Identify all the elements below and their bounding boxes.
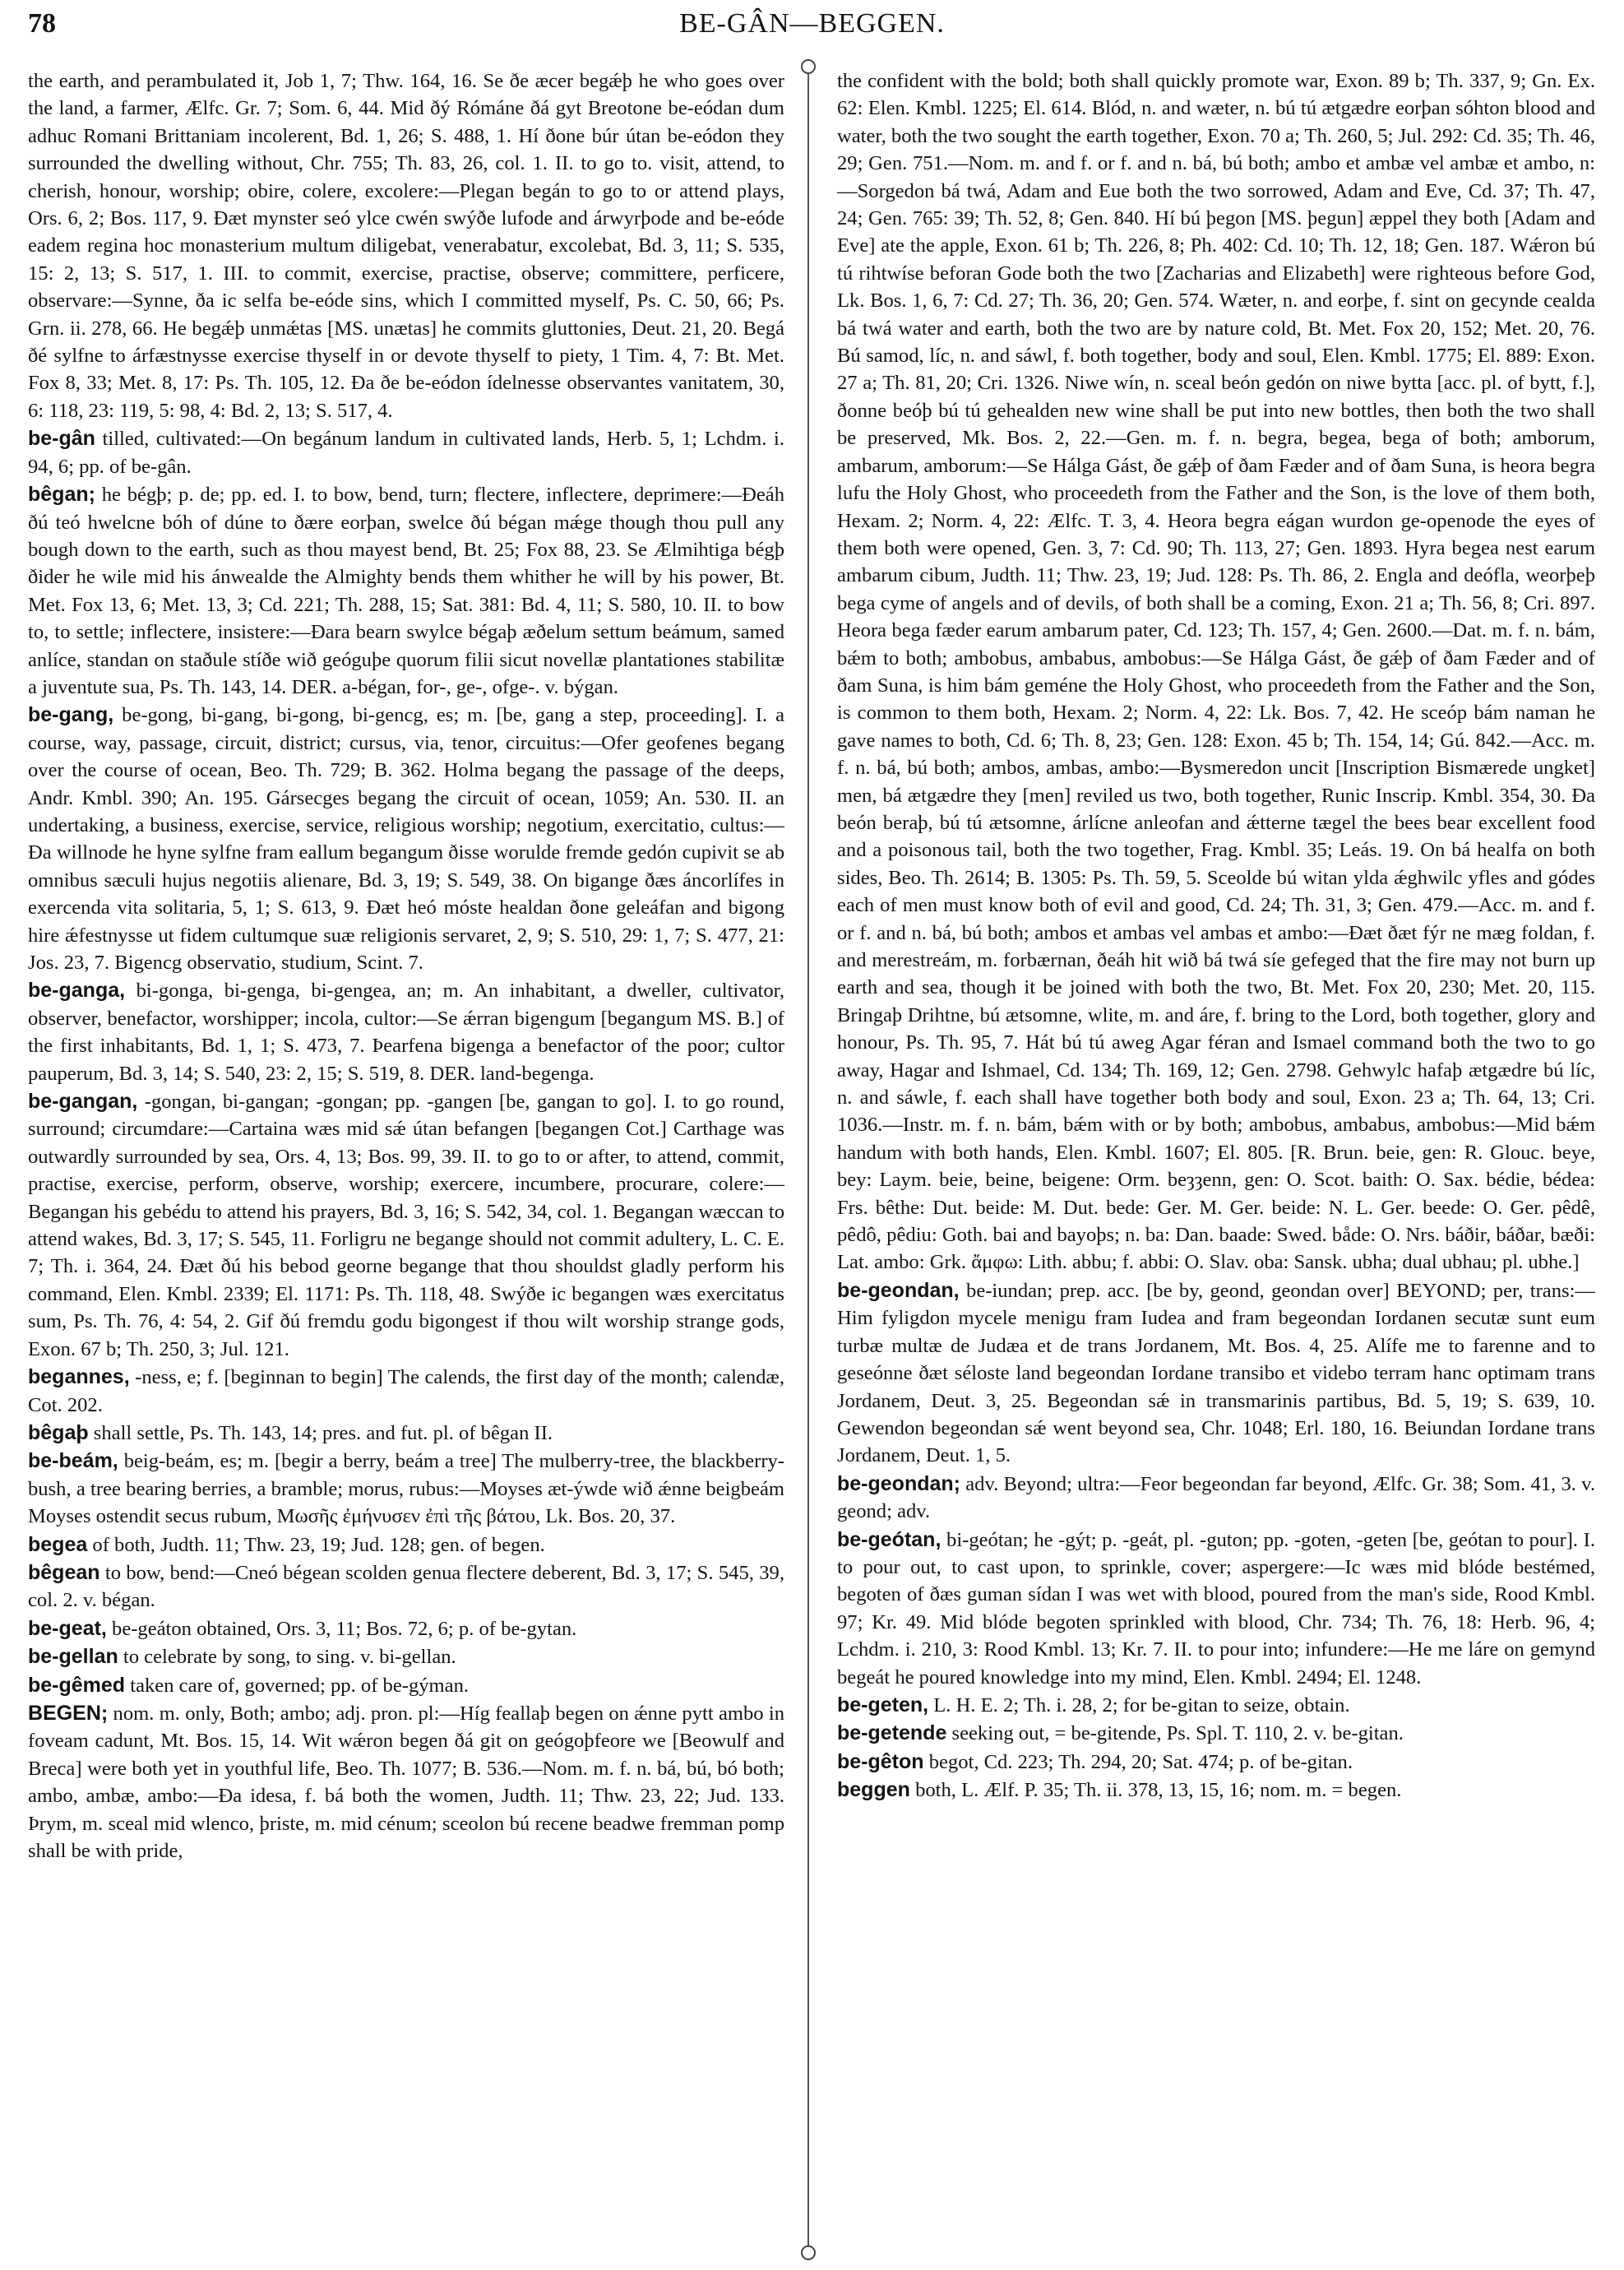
- dictionary-entry: [28, 977, 784, 1087]
- entry-text: taken care of, governed; pp. of be-gýman.: [130, 1674, 470, 1697]
- entry-text: -gongan, bi-gangan; -gongan; pp. -gangen [be, gangan to go]. I. to go round, surround; circumdare:—Cartaina wæs mid sǽ útan befangen [begangen Cot.] Carthage was outwardly surrounded by sea, Ors. 4, 13; Bos. 99, 39. II. to go to or after, to attend, commit, practise, exercise, perform, observe, worship; exercere, incumbere, procurare, colere:—Begangan his gebédu to attend his prayers, Bd. 3, 16; S. 542, 34, col. 1. Begangan wæccan to attend wakes, Bd. 3, 17; S. 545, 11. Forligru ne begange should not commit adultery, L. C. E. 7; Th. i. 364, 24. Ðæt ðú his bebod georne begange that thou shouldst gladly perform his command, Elen. Kmbl. 2339; El. 1171: Ps. Th. 118, 48. Swýðe ic begangen wæs exercitatus sum, Ps. Th. 76, 4: 54, 2. Gif ðú fremdu godu bigongest if thou wilt worship strange gods, Exon. 67 b; Th. 250, 3; Jul. 121.: [28, 1091, 784, 1360]
- entry-headword: be-geondan,: [837, 1278, 960, 1302]
- dictionary-entry: [28, 1448, 784, 1530]
- entry-text: nom. m. only, Both; ambo; adj. pron. pl:—Híg feallaþ begen on ǽnne pytt ambo in foveam cadunt, Mt. Bos. 15, 14. Wit wǽron begen ðá git on geógoþfeore we [Beowulf and Breca] were both yet in youthful life, Beo. Th. 1077; B. 536.—Nom. m. f. n. bá, bú, bó both; ambo, ambæ, ambo:—Ða idesa, f. bá both the women, Judth. 11; Thw. 23, 22; Jud. 133. Þrym, m. sceal mid wlenco, þriste, m. mid cénum; sceolon bú recene beadwe fremman pomp shall be with pride,: [28, 1702, 784, 1862]
- entry-text: he bégþ; p. de; pp. ed. I. to bow, bend, turn; flectere, inflectere, deprimere:—Ðeáh ðú teó hwelcne bóh of dúne to ðære eorþan, swelce ðú bégan mǽge though thou pull any bough down to the earth, such as thou mayest bend, Bt. 25; Fox 88, 23. Se Ælmihtiga bégþ ðider he wile mid his ánwealde the Almighty bends them whither he will by his power, Bt. Met. Fox 13, 6; Met. 13, 3; Cd. 221; Th. 288, 15; Sat. 381: Bd. 4, 11; S. 580, 10. II. to bow to, to settle; inflectere, insistere:—Ðara bearn swylce bégaþ æðelum settum beámum, samed anlíce, standan on staðule stíðe wið geóguþe quorum filii sicut novellæ plantationes stabilitæ a juventute sua, Ps. Th. 143, 14. DER. a-bégan, for-, ge-, ofge-. v. býgan.: [28, 484, 784, 698]
- entry-headword: be-gêmed: [28, 1673, 126, 1697]
- running-head: BE-GÂN—BEGGEN.: [679, 8, 945, 39]
- dictionary-entry: [28, 1088, 784, 1363]
- entry-text: of both, Judth. 11; Thw. 23, 19; Jud. 128; gen. of begen.: [92, 1533, 545, 1556]
- dictionary-entry: [837, 1749, 1595, 1776]
- entry-text: to celebrate by song, to sing. v. bi-gellan.: [123, 1646, 456, 1669]
- entry-text: be-geáton obtained, Ors. 3, 11; Bos. 72, 6; p. of be-gytan.: [112, 1617, 577, 1640]
- dictionary-entry: [28, 1531, 784, 1559]
- entry-text: seeking out, = be-gitende, Ps. Spl. T. 110, 2. v. be-gitan.: [951, 1722, 1404, 1745]
- entry-text: to bow, bend:—Cneó bégean scolden genua flectere deberent, Bd. 3, 17; S. 545, 39, col. 2. v. bégan.: [28, 1561, 784, 1612]
- entry-text: be-iundan; prep. acc. [be by, geond, geondan over] BEYOND; per, trans:—Him fyligdon mycele menigu fram Iudea and fram begeondan Iordanen secutæ sunt eum turbæ multæ de Judæa et de trans Jordanem, Mt. Bos. 4, 25. Alífe me to farenne and to geseónne ðæt sélostе land begeondan Iordane transibo et videbo terram hanc optimam trans Jordanem, Deut. 3, 25. Begeondan sǽ in transmarinis partibus, Bd. 5, 19; S. 639, 10. Gewendon begeondan sǽ went beyond sea, Chr. 1048; Erl. 180, 16. Beiundan Iordane trans Jordanem, Deut. 1, 5.: [837, 1279, 1595, 1467]
- entry-text: the confident with the bold; both shall quickly promote war, Exon. 89 b; Th. 337, 9; Gn. Ex. 62: Elen. Kmbl. 1225; El. 614. Blód, n. and wæter, n. bú tú ætgædre eorþan sóhton blood and water, both the two sought the earth together, Exon. 70 a; Th. 260, 5; Jul. 292: Cd. 35; Th. 46, 29; Gen. 751.—Nom. m. and f. or f. and n. bá, bú both; ambo et ambæ vel ambæ et ambo, n:—Sorgedon bá twá, Adam and Eue both the two sorrowed, Adam and Eve, Cd. 37; Th. 47, 24; Gen. 765: 39; Th. 52, 8; Gen. 840. Hí bú þegon [MS. þegun] æppel they both [Adam and Eve] ate the apple, Exon. 61 b; Th. 226, 8; Ph. 402: Cd. 10; Th. 12, 18; Gen. 187. Wǽron bú tú rihtwíse beforan Gode both the two [Zacharias and Elizabeth] were righteous before God, Lk. Bos. 1, 6, 7: Cd. 27; Th. 36, 20; Gen. 574. Wæter, n. and eorþe, f. sint on gecynde cealda bá twá water and earth, both the two are by nature cold, Bt. Met. Fox 20, 152; Met. 20, 76. Bú samod, líc, n. and sáwl, f. both together, body and soul, Elen. Kmbl. 1775; El. 889: Exon. 27 a; Th. 81, 20; Cri. 1326. Niwe wín, n. sceal beón gedón on niwe bytta [acc. pl. of bytt, f.], ðonne beóþ bú tú gehealden new wine shall be put into new bottles, then both the two shall be preserved, Mk. Bos. 2, 22.—Gen. m. f. n. begra, begea, bega of both; amborum, ambarum, amborum:—Se Hálga Gást, ðe gǽþ of ðam Fæder and of ðam Suna, is heora begra lufu the Holy Ghost, who proceedeth from the Father and the Son, is the love of them both, Hexam. 2; Norm. 4, 22: Ælfc. T. 3, 4. Heora begra eágan wurdon ge-openode the eyes of them both were opened, Gen. 3, 7: Cd. 90; Th. 113, 27; Gen. 1893. Hyra begea nest earum ambarum cibum, Judth. 11; Thw. 23, 19; Jud. 128: Ps. Th. 86, 2. Engla and deófla, weorþeþ bega cyme of angels and of devils, of both shall be a coming, Exon. 21 a; Th. 56, 8; Cri. 897. Heora bega fæder earum ambarum pater, Cd. 123; Th. 157, 4; Gen. 2600.—Dat. m. f. n. bám, bǽm to both; ambobus, ambabus, ambobus:—Se Hálga Gást, ðe gǽþ of ðam Fæder and of ðam Suna, is him bám geméne the Holy Ghost, who proceedeth from the Father and the Son, is common to them both, Hexam. 2; Norm. 4, 22: Lk. Bos. 7, 42. He sceóp bám naman he gave names to both, Cd. 6; Th. 8, 23; Gen. 128: Exon. 45 b; Th. 154, 14; Gú. 842.—Acc. m. f. n. bá, bú both; ambos, ambas, ambo:—Bysmeredon uncit [Inscription Bismærede ungket] men, bá ætgædre they [men] reviled us two, both together, Runic Inscrip. Kmbl. 354, 30. Ða beón beraþ, bú tú ætsomne, árlícne anleofan and ǽtterne tægel the bees bear excellent food and a poisonous tail, both the two together, Frag. Kmbl. 35; Leás. 19. On bá healfa on both sides, Beo. Th. 2614; B. 1305: Ps. Th. 59, 5. Sceolde bú witan ylda ǽghwilc yfles and gódes each of men must know both of evil and good, Cd. 24; Th. 31, 3; Gen. 479.—Acc. m. and f. or f. and n. bá, bú both; ambos et ambas vel ambas et ambo:—Ðæt ðæt fýr ne mæg foldan, f. and merestreám, m. forbærnan, ðeáh hit wið bá twá síe gefeged that the fire may not burn up earth and sea, though it be joined with both the two, Bt. Met. Fox 20, 230; Met. 20, 115. Bringaþ Drihtne, bú ætsomne, wlite, m. and áre, f. bring to the Lord, both together, glory and honour, Ps. Th. 95, 7. Hát bú tú aweg Agar féran and Ismael command both the two to go away, Hagar and Ishmael, Cd. 134; Th. 169, 12; Gen. 2798. Gehwylc hafaþ ætgædre bú líc, n. and sáwle, f. each shall have together both body and soul, Exon. 23 a; Th. 64, 13; Cri. 1036.—Instr. m. f. n. bám, bǽm with or by both; ambobus, ambabus, ambobus:—Mid bǽm handum with both hands, Elen. Kmbl. 1607; El. 805. [R. Brun. beie, gen: R. Glouc. beye, bey: Laym. beie, beine, beigene: Orm. beȝȝenn, gen: O. Scot. baith: O. Sax. bédie, bédea: Frs. bêthe: Dut. beide: M. Dut. bede: Ger. M. Ger. beide: N. L. Ger. beede: O. Ger. pêdê, pêdô, pêdiu: Goth. bai and bayoþs; n. ba: Dan. baade: Swed. både: O. Nrs. báðir, báðar, bæði: Lat. ambo: Grk. ἄμφω: Lith. abbu; f. abbi: O. Slav. oba: Sansk. ubha; dual ubhau; pl. ubhe.]: [837, 70, 1595, 1274]
- dictionary-entry: [28, 1364, 784, 1419]
- entry-headword: be-gân: [28, 427, 95, 451]
- entry-headword: be-getende: [837, 1721, 947, 1745]
- dictionary-entry: [28, 1700, 784, 1865]
- dictionary-entry: [837, 1471, 1595, 1526]
- page-header: [28, 8, 1596, 46]
- entry-headword: BEGEN;: [28, 1701, 109, 1725]
- entry-headword: begannes,: [28, 1365, 130, 1389]
- entry-text: -ness, e; f. [beginnan to begin] The calends, the first day of the month; calendæ, Cot. 202.: [28, 1366, 784, 1416]
- entry-text: bi-gonga, bi-genga, bi-gengea, an; m. An inhabitant, a dweller, cultivator, observer, benefactor, worshipper; incola, cultor:—Se ǽrran bigengum [begangum MS. B.] of the first inhabitants, Bd. 1, 1; S. 473, 7. Þearfena bigenga a benefactor of the poor; cultor pauperum, Bd. 3, 14; S. 540, 23: 2, 15; S. 519, 8. DER. land-begenga.: [28, 980, 784, 1085]
- dictionary-entry: [837, 1277, 1595, 1470]
- entry-text: adv. Beyond; ultra:—Feor begeondan far beyond, Ælfc. Gr. 38; Som. 41, 3. v. geond; adv.: [837, 1472, 1595, 1523]
- entry-text: be-gong, bi-gang, bi-gong, bi-gencg, es; m. [be, gang a step, proceeding]. I. a course, way, passage, circuit, district; cursus, via, tenor, circuitus:—Ofer geofenes begang over the course of ocean, Beo. Th. 729; B. 362. Holma begang the passage of the deeps, Andr. Kmbl. 390; An. 195. Gársecges begang the circuit of ocean, 1059; An. 530. II. an undertaking, a business, exercise, service, religious worship; negotium, exercitatio, cultus:—Ða willnode he hyne sylfne fram eallum begangum ðisse worulde fremde gedón cupivit se ab omnibus sæculi hujus negotiis alienare, Bd. 3, 19; S. 549, 38. On bigange ðæs áncorlífes in exercenda vita solitaria, 5, 1; S. 613, 9. Ðæt heó móste healdan ðone geleáfan and bigong hire ǽfestnysse ut fidem cultumque suæ religionis servaret, 2, 9; S. 510, 29: 1, 7; S. 477, 21: Jos. 23, 7. Bigencg observatio, studium, Scint. 7.: [28, 704, 784, 974]
- entry-headword: be-geat,: [28, 1616, 107, 1640]
- right-column: [837, 67, 1595, 2263]
- entry-text: L. H. E. 2; Th. i. 28, 2; for be-gitan to seize, obtain.: [933, 1693, 1350, 1716]
- dictionary-entry: [28, 1420, 784, 1447]
- entry-text: shall settle, Ps. Th. 143, 14; pres. and fut. pl. of bêgan II.: [93, 1421, 553, 1444]
- dictionary-entry: [837, 1526, 1595, 1691]
- entry-headword: be-beám,: [28, 1449, 118, 1473]
- entry-text: begot, Cd. 223; Th. 294, 20; Sat. 474; p. of be-gitan.: [928, 1750, 1353, 1773]
- dictionary-entry: [28, 425, 784, 480]
- entry-headword: bêgean: [28, 1560, 100, 1584]
- entry-text: tilled, cultivated:—On begánum landum in cultivated lands, Herb. 5, 1; Lchdm. i. 94, 6; pp. of be-gân.: [28, 428, 784, 478]
- entry-headword: be-ganga,: [28, 979, 126, 1003]
- entry-headword: be-gêton: [837, 1749, 924, 1773]
- dictionary-entry: [28, 1615, 784, 1642]
- dictionary-entry: [28, 702, 784, 976]
- dictionary-entry: [28, 1672, 784, 1699]
- divider-ornament-top: [801, 59, 816, 74]
- entry-headword: bêgan;: [28, 483, 95, 507]
- entry-headword: beggen: [837, 1778, 910, 1802]
- entry-headword: begea: [28, 1532, 88, 1556]
- divider-ornament-bottom: [801, 2245, 816, 2260]
- entry-text: bi-geótan; he -gýt; p. -geát, pl. -guton; pp. -goten, -geten [be, geótan to pour]. I. to pour out, to cast upon, to sprinkle, cover; aspergere:—Ic wæs mid blóde bestémed, begoten of ðæs guman sídan I was wet with blood, poured from the man's side, Rood Kmbl. 97; Kr. 49. Mid blóde begoten sprinkled with blood, Chr. 734; Th. 76, 18: Herb. 96, 4; Lchdm. i. 210, 3: Rood Kmbl. 13; Kr. 7. II. to pour into; infundere:—He me láre on gemynd begeát he poured knowledge into my mind, Elen. Kmbl. 2494; El. 1248.: [837, 1528, 1595, 1689]
- entry-text: the earth, and perambulated it, Job 1, 7; Thw. 164, 16. Se ðe æcer begǽþ he who goes over the land, a farmer, Ælfc. Gr. 7; Som. 6, 44. Mid ðý Rómáne ðá gyt Breotone be-eódan dum adhuc Romani Brittaniam incolerent, Bd. 1, 26; S. 488, 1. Hí ðone búr útan be-eódon they surrounded the dwelling without, Chr. 755; Th. 83, 26, col. 1. II. to go to. visit, attend, to cherish, honour, worship; obire, colere, excolere:—Plegan begán to go to or attend plays, Ors. 6, 2; Bos. 117, 9. Ðæt mynster seó ylce cwén swýðe lufode and árwyrþode and be-eóde eadem regina hoc monasterium multum diligebat, venerabatur, excolebat, Bd. 3, 11; S. 535, 15: 2, 13; S. 517, 1. III. to commit, exercise, practise, observe; committere, perficere, observare:—Synne, ða ic selfa be-eóde sins, which I committed myself, Ps. C. 50, 66; Ps. Grn. ii. 278, 66. He begǽþ unmǽtas [MS. unætas] he commits gluttonies, Deut. 21, 20. Begá ðé sylfne to árfæstnysse exercise thyself in or devote thyself to piety, 1 Tim. 4, 7: Bt. Met. Fox 8, 33; Met. 8, 17: Ps. Th. 105, 12. Ða ðe be-eódon ídelnesse observantes vanitatem, 30, 6: 118, 23: 119, 5: 98, 4: Bd. 2, 13; S. 517, 4.: [28, 70, 784, 422]
- dictionary-entry: [28, 67, 784, 424]
- dictionary-entry: [837, 1777, 1595, 1804]
- dictionary-entry: [837, 1692, 1595, 1719]
- dictionary-entry: [28, 1643, 784, 1670]
- entry-headword: be-gang,: [28, 703, 114, 727]
- dictionary-entry: [837, 67, 1595, 1276]
- page-number: 78: [28, 8, 56, 39]
- column-divider: [807, 64, 809, 2252]
- entry-headword: be-geondan;: [837, 1471, 960, 1495]
- entry-headword: be-gangan,: [28, 1090, 138, 1114]
- entry-headword: be-gellan: [28, 1645, 118, 1669]
- entry-text: beig-beám, es; m. [begir a berry, beám a tree] The mulberry-tree, the blackberry-bush, a tree bearing berries, a bramble; morus, rubus:—Moyses æt-ýwde wið ǽnne beigbeám Moyses ostendit secus rubum, Μωσῆς ἐμήνυσεν ἐπὶ τῆς βάτου, Lk. Bos. 20, 37.: [28, 1450, 784, 1528]
- dictionary-entry: [28, 1559, 784, 1614]
- entry-headword: be-geótan,: [837, 1527, 942, 1551]
- left-column: [28, 67, 784, 2263]
- entry-headword: be-geten,: [837, 1693, 929, 1716]
- dictionary-entry: [28, 481, 784, 701]
- entry-headword: bêgaþ: [28, 1420, 89, 1444]
- entry-text: both, L. Ælf. P. 35; Th. ii. 378, 13, 15, 16; nom. m. = begen.: [915, 1779, 1402, 1802]
- dictionary-entry: [837, 1720, 1595, 1747]
